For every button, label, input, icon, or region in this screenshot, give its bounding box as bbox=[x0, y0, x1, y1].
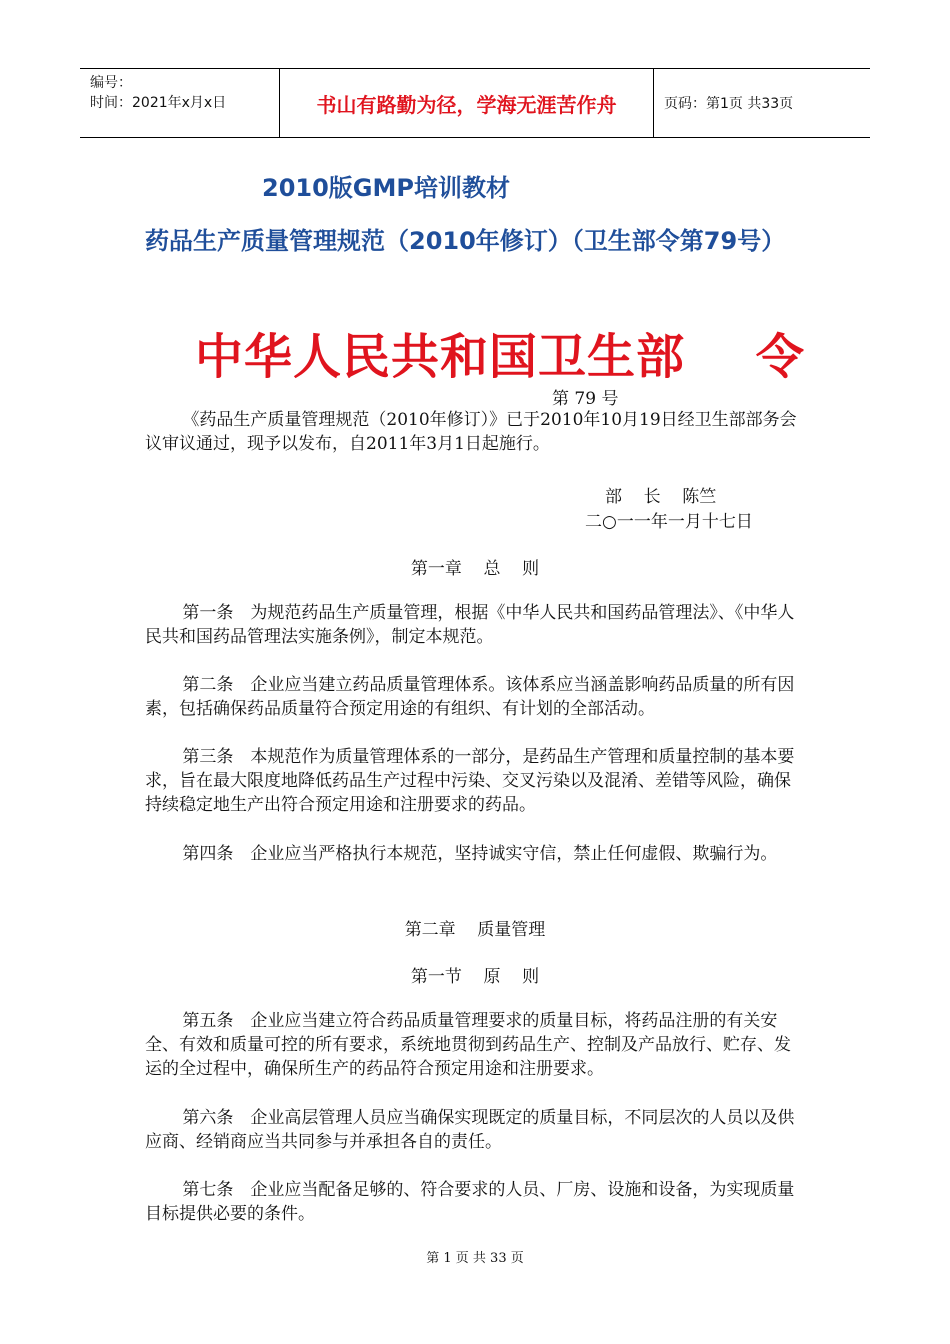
article: 第二条 企业应当建立药品质量管理体系。该体系应当涵盖影响药品质量的所有因素，包括确保药品质量符合预定用途的有组织、有计划的全部活动。 bbox=[145, 675, 795, 719]
article: 第六条 企业高层管理人员应当确保实现既定的质量目标，不同层次的人员以及供应商、经销商应当共同参与并承担各自的责任。 bbox=[145, 1108, 795, 1152]
page-label: 页码：第1页 共33页 bbox=[664, 96, 794, 112]
motto: 书山有路勤为径，学海无涯苦作舟 bbox=[280, 69, 654, 137]
article: 第七条 企业应当配备足够的、符合要求的人员、厂房、设施和设备，为实现质量目标提供必要的条件。 bbox=[145, 1180, 795, 1224]
time-label: 时间：2021年x月x日 bbox=[90, 95, 227, 111]
chapter-heading: 第二章 质量管理 bbox=[404, 920, 546, 940]
article: 第四条 企业应当严格执行本规范，坚持诚实守信，禁止任何虚假、欺骗行为。 bbox=[182, 844, 778, 864]
section-heading: 第一节 原 则 bbox=[410, 967, 540, 987]
page-footer: 第 1 页 共 33 页 bbox=[426, 1251, 524, 1266]
article: 第一条 为规范药品生产质量管理，根据《中华人民共和国药品管理法》、《中华人民共和国药品管理法实施条例》，制定本规范。 bbox=[145, 603, 795, 647]
decree-number: 第 79 号 bbox=[552, 389, 619, 409]
decree-heading: 中华人民共和国卫生部 令 bbox=[195, 329, 805, 385]
header-meta bbox=[80, 69, 280, 137]
doc-title: 2010版GMP培训教材 bbox=[262, 174, 510, 202]
document-header bbox=[80, 68, 870, 138]
minister-signature: 部 长 陈竺 bbox=[605, 487, 717, 507]
article: 第五条 企业应当建立符合药品质量管理要求的质量目标，将药品注册的有关安全、有效和质量可控的所有要求，系统地贯彻到药品生产、控制及产品放行、贮存、发运的全过程中，确保所生产的药品符合预定用途和注册要求。 bbox=[145, 1011, 791, 1079]
signature-date: 二○一一年一月十七日 bbox=[585, 512, 753, 532]
doc-subtitle: 药品生产质量管理规范（2010年修订）（卫生部令第79号） bbox=[145, 227, 786, 255]
intro-paragraph: 《药品生产质量管理规范（2010年修订）》已于2010年10月19日经卫生部部务会议审议通过，现予以发布，自2011年3月1日起施行。 bbox=[145, 410, 797, 454]
chapter-heading: 第一章 总 则 bbox=[410, 559, 540, 579]
article: 第三条 本规范作为质量管理体系的一部分，是药品生产管理和质量控制的基本要求，旨在最大限度地降低药品生产过程中污染、交叉污染以及混淆、差错等风险，确保持续稳定地生产出符合预定用途和注册要求的药品。 bbox=[145, 747, 795, 815]
number-label: 编号： bbox=[90, 75, 132, 91]
